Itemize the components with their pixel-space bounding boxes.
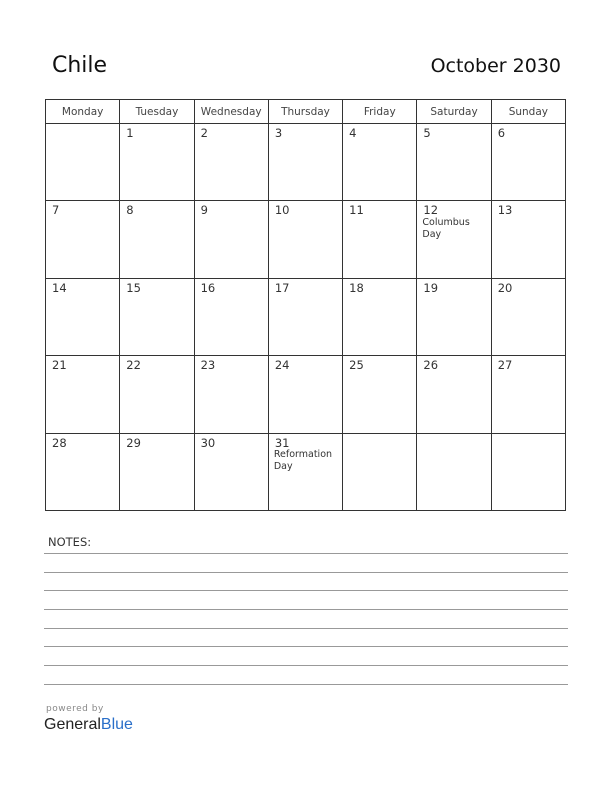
day-cell-20 <box>491 278 565 355</box>
day-number: 28 <box>52 435 67 450</box>
day-number: 21 <box>52 358 67 373</box>
day-number: 14 <box>52 280 67 295</box>
day-cell-30 <box>194 433 268 510</box>
note-line <box>44 665 568 666</box>
day-cell-4 <box>343 124 417 201</box>
day-cell-27 <box>491 356 565 433</box>
notes-label: NOTES: <box>48 535 92 549</box>
powered-by-text: powered by <box>46 704 104 714</box>
day-number: 22 <box>126 358 141 373</box>
day-number: 12 <box>423 203 439 218</box>
weekday-sunday: Sunday <box>491 100 565 124</box>
day-number: 30 <box>200 435 216 450</box>
day-number: 5 <box>423 126 431 140</box>
weekday-thursday: Thursday <box>268 100 342 124</box>
day-cell-29 <box>120 433 194 510</box>
day-number: 10 <box>274 203 290 218</box>
day-number: 23 <box>200 358 216 373</box>
weekday-header-row <box>46 100 566 124</box>
holiday-label: Columbus Day <box>422 217 470 240</box>
brand-blue-text: Blue <box>100 716 133 733</box>
day-number: 13 <box>497 203 513 218</box>
day-number: 1 <box>126 126 134 140</box>
day-cell-9 <box>194 201 268 278</box>
week-row <box>46 356 566 433</box>
day-cell-14 <box>46 278 120 355</box>
day-cell-10 <box>268 201 342 278</box>
day-cell-28 <box>46 433 120 510</box>
week-row <box>46 201 566 278</box>
week-row <box>46 124 566 201</box>
day-number: 31 <box>274 435 290 450</box>
weekday-friday: Friday <box>343 100 417 124</box>
calendar-grid <box>45 99 566 511</box>
day-number: 7 <box>52 203 60 218</box>
empty-day-cell <box>491 433 565 510</box>
weekday-wednesday: Wednesday <box>194 100 268 124</box>
day-cell-22 <box>120 356 194 433</box>
day-number: 24 <box>274 358 290 373</box>
week-row <box>46 278 566 355</box>
day-cell-25 <box>343 356 417 433</box>
day-number: 4 <box>349 126 357 140</box>
generalblue-logo[interactable] <box>44 717 133 733</box>
day-cell-8 <box>120 201 194 278</box>
holiday-label: Reformation Day <box>273 449 333 473</box>
day-cell-21 <box>46 356 120 433</box>
day-cell-12 <box>417 201 491 278</box>
day-number: 8 <box>126 203 134 218</box>
day-cell-26 <box>417 356 491 433</box>
day-number: 6 <box>497 126 506 140</box>
day-number: 25 <box>349 358 364 373</box>
day-number: 26 <box>423 358 439 373</box>
weekday-tuesday: Tuesday <box>120 100 194 124</box>
note-line <box>44 628 568 629</box>
day-cell-13 <box>491 201 565 278</box>
note-line <box>44 684 568 685</box>
week-row <box>46 433 566 510</box>
day-number: 29 <box>126 435 141 450</box>
note-line <box>44 572 568 573</box>
day-cell-3 <box>268 124 342 201</box>
weekday-monday: Monday <box>46 100 120 124</box>
day-number: 20 <box>497 280 513 295</box>
weekday-saturday: Saturday <box>417 100 491 124</box>
day-number: 18 <box>349 280 364 295</box>
day-number: 16 <box>200 280 216 295</box>
day-number: 15 <box>126 280 141 295</box>
empty-day-cell <box>343 433 417 510</box>
day-number: 19 <box>423 280 439 295</box>
note-line <box>44 609 568 610</box>
empty-day-cell <box>417 433 491 510</box>
day-cell-31 <box>268 433 342 510</box>
day-cell-2 <box>194 124 268 201</box>
day-cell-17 <box>268 278 342 355</box>
day-cell-19 <box>417 278 491 355</box>
day-number: 17 <box>274 280 290 295</box>
day-number: 3 <box>274 126 283 140</box>
country-title: Chile <box>52 53 108 78</box>
day-cell-16 <box>194 278 268 355</box>
note-line <box>44 553 568 554</box>
day-cell-6 <box>491 124 565 201</box>
note-line <box>44 590 568 591</box>
day-cell-15 <box>120 278 194 355</box>
day-cell-7 <box>46 201 120 278</box>
day-number: 11 <box>349 203 364 218</box>
day-number: 9 <box>200 203 208 218</box>
brand-general-text: General <box>44 716 101 733</box>
day-cell-11 <box>343 201 417 278</box>
note-line <box>44 646 568 647</box>
day-number: 27 <box>497 358 513 373</box>
day-cell-5 <box>417 124 491 201</box>
day-cell-23 <box>194 356 268 433</box>
month-year-title: October 2030 <box>430 55 561 77</box>
day-number: 2 <box>200 126 208 140</box>
empty-day-cell <box>46 124 120 201</box>
day-cell-18 <box>343 278 417 355</box>
day-cell-24 <box>268 356 342 433</box>
day-cell-1 <box>120 124 194 201</box>
